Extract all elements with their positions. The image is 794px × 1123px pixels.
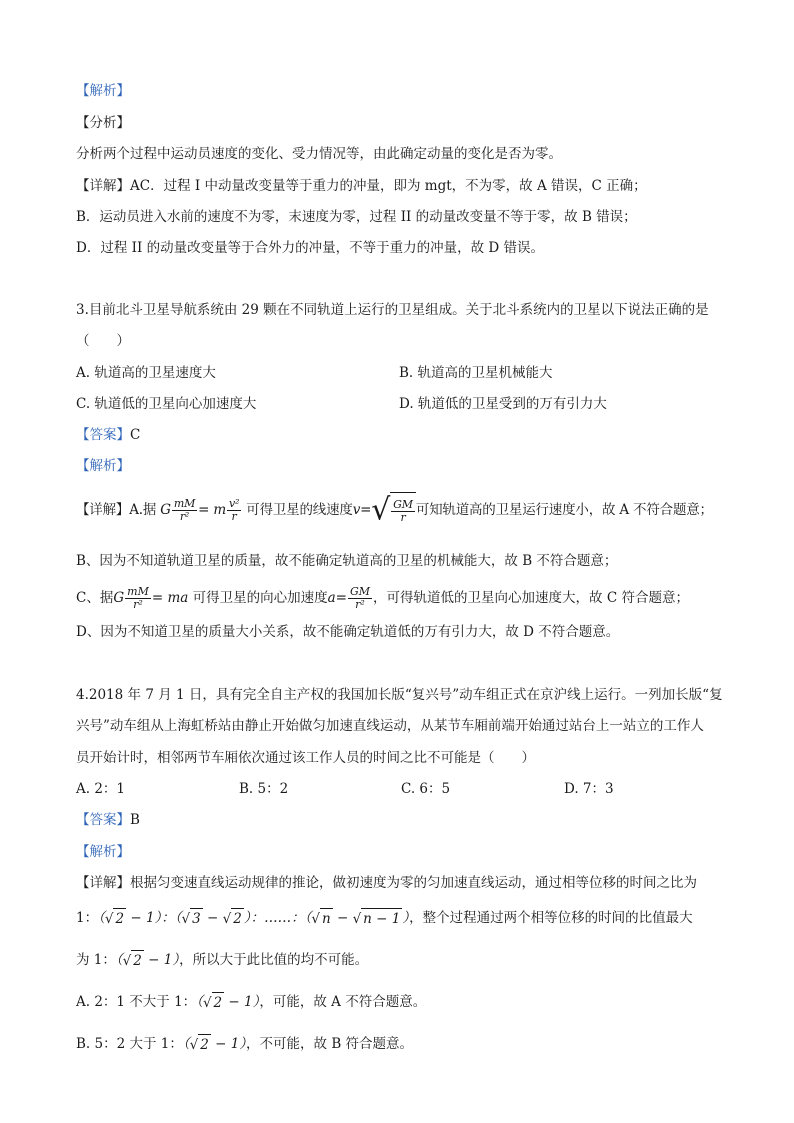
q4-detail-a: A. 2：1 不大于 1：（√ 2 − 1），可能，故 A 不符合题意。 bbox=[76, 994, 427, 1011]
q3-answer-tag: 【答案】 bbox=[76, 427, 130, 443]
q4-option-a: A. 2：1 bbox=[76, 781, 126, 797]
q2-detail-ac: 【详解】AC．过程 I 中动量改变量等于重力的冲量，即为 mgt，不为零，故 A 错误，C 正确； bbox=[76, 178, 647, 194]
formula-ratio-b: （√ 2 − 1） bbox=[182, 1036, 247, 1053]
q4-option-b: B. 5：2 bbox=[239, 781, 289, 797]
q3-detail-tag: 【详解】 bbox=[76, 502, 130, 518]
q3-stem-line2: （ ） bbox=[76, 333, 130, 349]
formula-time-ratio: （√ 2 − 1）：（√ 3 − √ 2 ）：……：（√ n − √ n − 1 ） bbox=[98, 910, 410, 927]
q4-detail-line2: 1：（√ 2 − 1）：（√ 3 − √ 2 ）：……：（√ n − √ n − 1 ），整个过程通过两个相等位移的时间的比值最大 bbox=[76, 910, 693, 927]
q3-detail-b: B、因为不知道轨道卫星的质量，故不能确定轨道高的卫星的机械能大，故 B 不符合题意； bbox=[76, 553, 618, 569]
q4-answer-tag: 【答案】 bbox=[76, 812, 130, 828]
q2-detail-tag: 【详解】 bbox=[76, 178, 130, 194]
q3-detail-a: 【详解】A.据 G $\frac{mM}{\text{r²}}$ = m $\frac{\text{v²}}{r}$ 可得卫星的线速度v=√ $\frac{GM}{r}$ 可知轨道高的卫星运行速度小，故 A 不符合题意； bbox=[76, 492, 713, 528]
formula-centripetal: G $\frac{mM}{\text{r²}}$ = ma bbox=[113, 585, 189, 611]
formula-acceleration: a= $\frac{GM}{\text{r²}}$ bbox=[327, 585, 371, 611]
q3-option-d: D. 轨道低的卫星受到的万有引力大 bbox=[399, 396, 607, 412]
q4-detail-line1: 【详解】根据匀变速直线运动规律的推论，做初速度为零的匀加速直线运动，通过相等位移的时间之比为 bbox=[76, 875, 697, 891]
q4-stem-line3: 员开始计时，相邻两节车厢依次通过该工作人员的时间之比不可能是（ ） bbox=[76, 750, 535, 766]
q3-option-a: A. 轨道高的卫星速度大 bbox=[76, 365, 216, 381]
q3-detail-d: D、因为不知道卫星的质量大小关系，故不能确定轨道低的万有引力大，故 D 不符合题意。 bbox=[76, 624, 620, 640]
q4-detail-tag: 【详解】 bbox=[76, 875, 130, 891]
formula-ratio-a: （√ 2 − 1） bbox=[196, 994, 260, 1011]
q3-option-c: C. 轨道低的卫星向心加速度大 bbox=[76, 396, 257, 412]
formula-gravitation: G $\frac{mM}{\text{r²}}$ = m $\frac{\text{v²}}{r}$ bbox=[160, 497, 240, 523]
q4-jiexi-tag: 【解析】 bbox=[76, 844, 130, 860]
q2-detail-b: B．运动员进入水前的速度不为零，末速度为零，过程 II 的动量改变量不等于零，故 B 错误； bbox=[76, 209, 637, 225]
q3-answer bbox=[76, 425, 140, 445]
q3-option-b: B. 轨道高的卫星机械能大 bbox=[399, 365, 553, 381]
q4-answer-value: B bbox=[130, 812, 140, 828]
q4-answer bbox=[76, 810, 140, 830]
q4-option-d: D. 7：3 bbox=[564, 781, 614, 797]
q2-fenxi-tag: 【分析】 bbox=[76, 115, 130, 131]
q4-option-c: C. 6：5 bbox=[401, 781, 451, 797]
q4-stem-line2: 兴号”动车组从上海虹桥站由静止开始做匀加速直线运动，从某节车厢前端开始通过站台上一站立的工作人 bbox=[76, 718, 704, 734]
q3-jiexi-tag: 【解析】 bbox=[76, 458, 130, 474]
q4-detail-line3: 为 1：（√ 2 − 1），所以大于此比值的均不可能。 bbox=[76, 952, 369, 969]
q2-analysis: 分析两个过程中运动员速度的变化、受力情况等，由此确定动量的变化是否为零。 bbox=[76, 146, 562, 162]
q2-detail-d: D．过程 II 的动量改变量等于合外力的冲量，不等于重力的冲量，故 D 错误。 bbox=[76, 240, 544, 256]
q3-answer-value: C bbox=[130, 427, 141, 443]
q4-detail-b: B. 5：2 大于 1：（√ 2 − 1），不可能，故 B 符合题意。 bbox=[76, 1036, 414, 1053]
q3-stem-line1: 3.目前北斗卫星导航系统由 29 颗在不同轨道上运行的卫星组成。关于北斗系统内的卫星以下说法正确的是 bbox=[76, 302, 709, 318]
formula-velocity: v=√ $\frac{GM}{r}$ bbox=[353, 502, 416, 518]
formula-max-ratio: （√ 2 − 1） bbox=[115, 952, 180, 969]
q3-detail-c: C、据G $\frac{mM}{\text{r²}}$ = ma 可得卫星的向心加速度a= $\frac{GM}{\text{r²}}$ ，可得轨道低的卫星向心加速度大，故 C 符合题意； bbox=[76, 585, 689, 611]
q2-jiexi-tag: 【解析】 bbox=[76, 83, 130, 99]
q4-stem-line1: 4.2018 年 7 月 1 日，具有完全自主产权的我国加长版“复兴号”动车组正式在京沪线上运行。一列加长版“复 bbox=[76, 687, 723, 703]
